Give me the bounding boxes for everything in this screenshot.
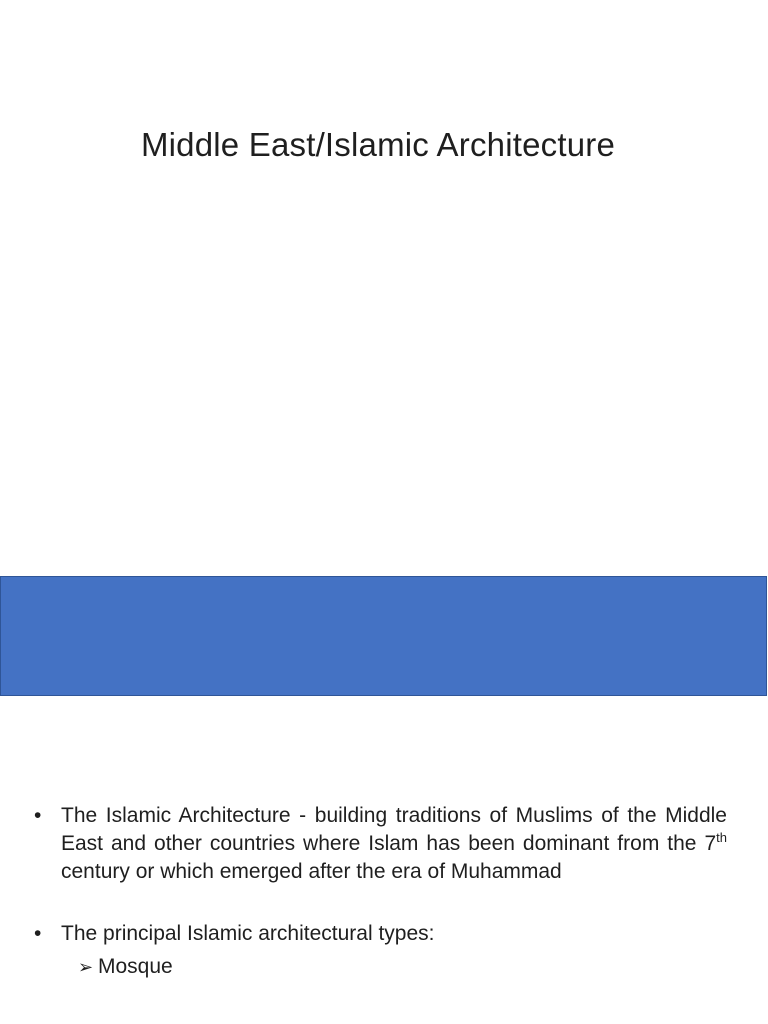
superscript: th <box>716 830 727 845</box>
bullet-marker: • <box>34 922 42 945</box>
sub-list <box>34 953 727 981</box>
bullet-text: The principal Islamic architectural types: <box>61 922 435 945</box>
content-body <box>34 802 727 981</box>
bullet-marker: • <box>34 804 42 827</box>
bullet-item <box>34 802 727 886</box>
sub-item-text: Mosque <box>98 955 173 978</box>
arrow-bullet-icon: ➢ <box>78 957 94 977</box>
bullet-text: The Islamic Architecture - building traditions of Muslims of the Middle East and other countries where Islam has been dominant from the 7th century or which emerged after the era of Muhammad <box>61 804 727 883</box>
blue-banner <box>0 576 767 696</box>
slide-title: Middle East/Islamic Architecture <box>140 126 616 163</box>
bullet-item <box>34 920 727 948</box>
sub-list-item <box>78 953 727 981</box>
